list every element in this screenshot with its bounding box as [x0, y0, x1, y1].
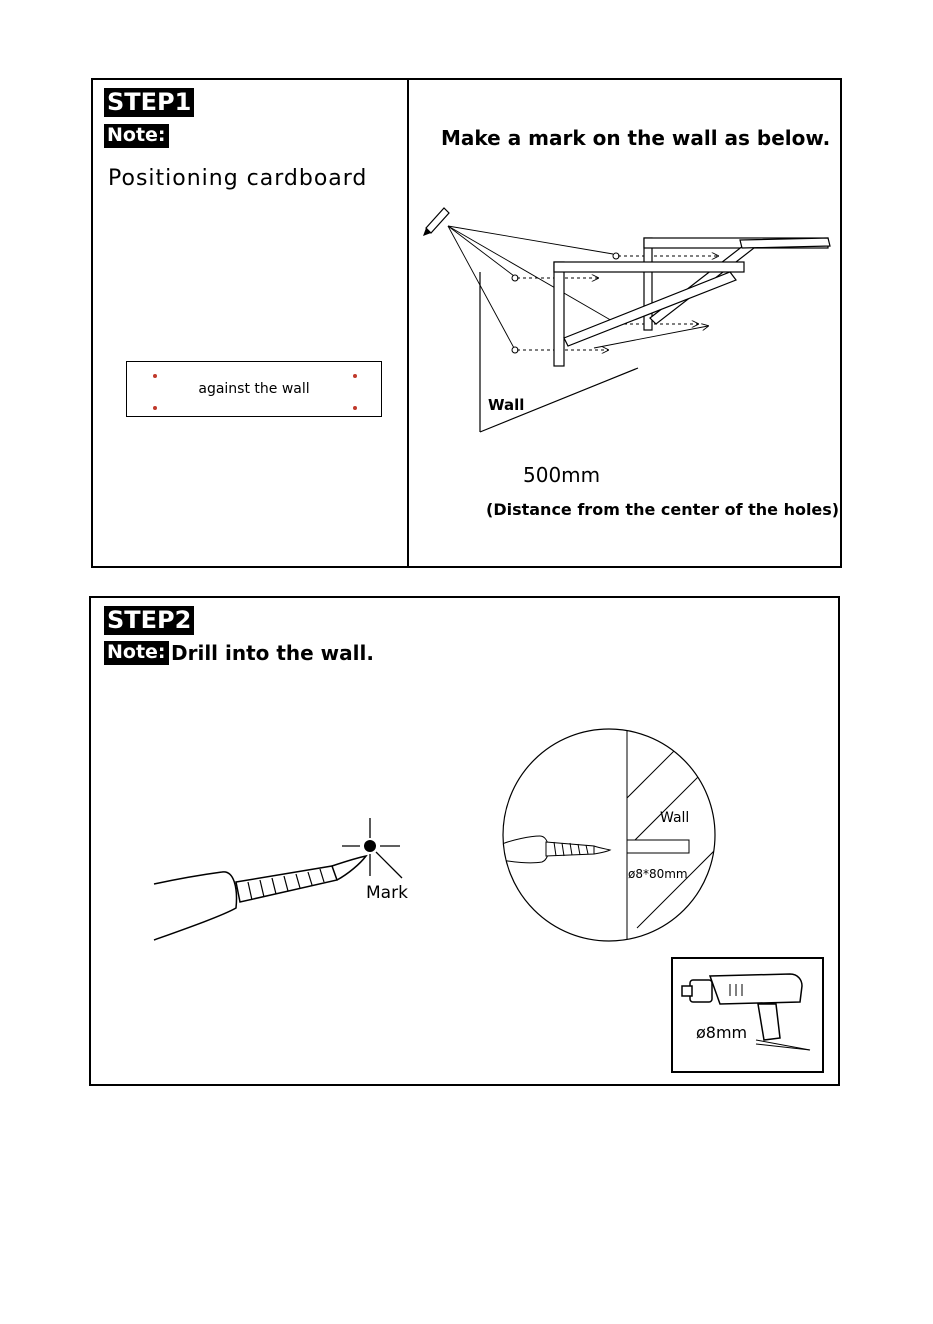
cardboard-label: against the wall — [198, 381, 310, 397]
step1-instruction: Make a mark on the wall as below. — [441, 126, 831, 150]
wall-label: Wall — [488, 396, 525, 414]
step1-label: STEP1 — [104, 88, 194, 117]
cardboard — [126, 361, 382, 417]
wall-section-label: Wall — [660, 810, 690, 826]
wall-section-illustration — [502, 728, 732, 948]
drill-bit-label: ø8mm — [696, 1023, 748, 1042]
distance-note: (Distance from the center of the holes) — [486, 500, 840, 519]
hole-spec: ø8*80mm — [628, 867, 688, 881]
step2-note-text: Drill into the wall. — [171, 641, 374, 665]
mark-label: Mark — [366, 883, 408, 903]
bracket-illustration — [418, 200, 838, 440]
step1-subtitle: Positioning cardboard — [108, 166, 368, 191]
drill-icon — [680, 966, 820, 1066]
step1-divider — [407, 79, 409, 567]
cardboard-hole — [353, 374, 357, 378]
cardboard-hole — [353, 406, 357, 410]
distance-value: 500mm — [523, 463, 601, 487]
pencil-icon — [423, 208, 449, 236]
step2-label: STEP2 — [104, 606, 194, 635]
cardboard-hole — [153, 374, 157, 378]
drill-mark-illustration — [152, 812, 422, 947]
cardboard-hole — [153, 406, 157, 410]
step1-note-label: Note: — [104, 124, 169, 148]
step2-note-label: Note: — [104, 641, 169, 665]
